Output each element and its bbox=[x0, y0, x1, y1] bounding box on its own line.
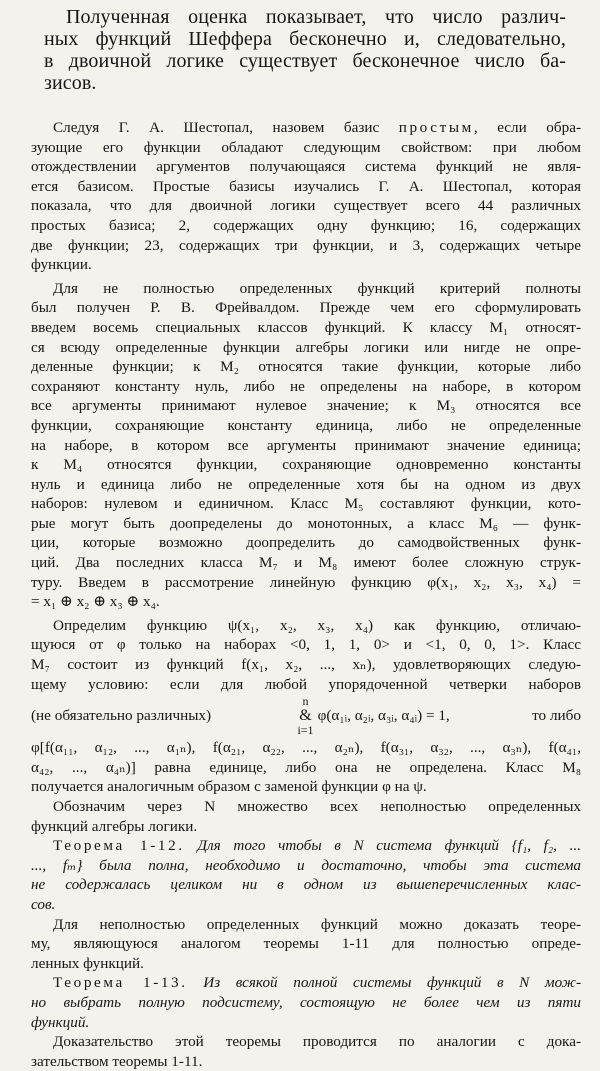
formula-left-text: (не обязательно различных) bbox=[31, 707, 212, 725]
text-line: ся всюду определенные функции алгебры логики или нигде не опре- bbox=[31, 338, 581, 356]
text-line: зательством теоремы 1-11. bbox=[31, 1052, 203, 1070]
lead-paragraph bbox=[44, 6, 566, 94]
text-line: функций алгебры логики. bbox=[31, 817, 198, 835]
text-line: φ[f(α₁₁, α₁₂, ..., α₁ₙ), f(α₂₁, α₂₂, ..., α₂ₙ), f(α₃₁, α₃₂, ..., α₃ₙ), f(α₄₁, bbox=[31, 739, 581, 757]
text-line: ции, которые возможно доопределить до самодвойственных функ- bbox=[31, 534, 581, 552]
text-line: му, являющуюся аналогом теоремы 1-11 для полностью опреде- bbox=[31, 935, 581, 953]
text-line: сов. bbox=[31, 895, 56, 913]
text-line bbox=[31, 973, 581, 993]
text-line bbox=[31, 836, 581, 856]
operator-symbol: & bbox=[299, 707, 312, 725]
text-line bbox=[31, 118, 581, 138]
text-line: Для неполностью определенных функций можно доказать теоре- bbox=[53, 915, 581, 933]
conjunction-operator bbox=[297, 695, 313, 737]
text-line: нуль и единица либо не определенные хотя бы на одном из двух bbox=[31, 475, 581, 493]
text-line: туру. Введем в рассмотрение линейную функцию φ(x₁, x₂, x₃, x₄) = bbox=[31, 573, 581, 591]
text-line: зующие его функции обладают следующим свойством: при любом bbox=[31, 138, 581, 156]
emphasized-term: простым bbox=[398, 119, 474, 136]
text-line: введем восемь специальных классов функций. К классу M₁ относят- bbox=[31, 318, 581, 336]
text-line: Доказательство этой теоремы проводится по аналогии с дока- bbox=[53, 1033, 581, 1051]
text-line: функции, сохраняющие константу единица, либо не определенные bbox=[31, 416, 581, 434]
text-line: но выбрать полную подсистему, состоящую не более чем из пяти bbox=[31, 993, 581, 1011]
text-line: щему условию: если для любой упорядоченной четверки наборов bbox=[31, 675, 581, 693]
operator-lower-limit: i=1 bbox=[297, 723, 314, 738]
theorem-text: Для того чтобы в N система функций {f₁, f₂, ... bbox=[197, 837, 581, 855]
text-run: , если обра- bbox=[473, 119, 581, 136]
theorem-text: Из всякой полной системы функций в N мож- bbox=[203, 974, 581, 992]
text-line: сохраняют константу нуль, либо не определены на наборе, в котором bbox=[31, 377, 581, 395]
text-line: M₇ состоит из функций f(x₁, x₂, ..., xₙ), удовлетворяющих следую- bbox=[31, 656, 581, 674]
text-line: к M₄ относятся функции, сохраняющие одновременно константы bbox=[31, 456, 581, 474]
text-line: ций. Два последних класса M₇ и M₈ имеют более сложную струк- bbox=[31, 554, 581, 572]
theorem-label: Теорема 1-13. bbox=[53, 974, 188, 992]
text-line: был получен Р. В. Фрейвалдом. Прежде чем его сформулировать bbox=[31, 299, 581, 317]
text-line: Полученная оценка показывает, что число различ- bbox=[66, 6, 566, 28]
body-text bbox=[31, 118, 581, 1071]
text-line: все аргументы принимают нулевое значение; к M₃ относятся все bbox=[31, 397, 581, 415]
operator-upper-limit: n bbox=[302, 694, 309, 709]
text-line: функции. bbox=[31, 256, 92, 274]
formula-expression: φ(α₁ᵢ, α₂ᵢ, α₃ᵢ, α₄ᵢ) = 1, bbox=[317, 707, 450, 725]
text-line: ленных функций. bbox=[31, 954, 144, 972]
text-line: ных функций Шеффера бесконечно и, следовательно, bbox=[44, 28, 566, 50]
text-line: = x₁ ⊕ x₂ ⊕ x₃ ⊕ x₄. bbox=[31, 593, 160, 611]
text-line: Обозначим через N множество всех неполностью определенных bbox=[53, 798, 581, 815]
text-line: показала, что для двоичной логики существует всего 44 различных bbox=[31, 197, 581, 215]
text-line: отождествлении аргументов получающаяся система функций не явля- bbox=[31, 158, 581, 176]
text-line: ется базисом. Простые базисы изучались Г. А. Шестопал, которая bbox=[31, 177, 581, 195]
text-line: α₄₂, ..., α₄ₙ)] равна единице, либо она не определена. Класс M₈ bbox=[31, 758, 581, 776]
text-line: получается аналогичным образом с заменой функции φ на ψ. bbox=[31, 778, 427, 796]
text-line: функций. bbox=[31, 1013, 90, 1031]
text-line: ..., fₘ} была полна, необходимо и достаточно, чтобы эта система bbox=[31, 856, 581, 874]
text-run: Следуя Г. А. Шестопал, назовем базис bbox=[53, 119, 380, 136]
theorem-label: Теорема 1-12. bbox=[53, 837, 185, 855]
text-line: простых базиса; 2, содержащих одну функцию; 16, содержащих bbox=[31, 216, 581, 234]
formula bbox=[293, 695, 449, 737]
formula-right-text: то либо bbox=[532, 707, 581, 725]
text-line: Определим функцию ψ(x₁, x₂, x₃, x₄) как функцию, отличаю- bbox=[53, 616, 581, 634]
text-line: зисов. bbox=[44, 72, 97, 94]
text-line: наборов: нулевом и единичном. Класс M₅ составляют функции, кото- bbox=[31, 495, 581, 513]
text-line: рые могут быть доопределены до монотонных, а класс M₆ — функ- bbox=[31, 514, 581, 532]
text-line: две функции; 23, содержащих три функции, и 3, содержащих четыре bbox=[31, 236, 581, 254]
text-line: Для не полностью определенных функций критерий полноты bbox=[53, 279, 581, 297]
text-line: не содержалась целиком ни в одном из вышеперечисленных клас- bbox=[31, 876, 581, 894]
text-line: щуюся от φ только на наборах <0, 1, 1, 0> и <1, 0, 0, 1>. Класс bbox=[31, 636, 581, 654]
text-line: на наборе, в котором все аргументы принимают значение единица; bbox=[31, 436, 581, 454]
text-line: деленные функции; к M₂ относятся такие функции, которые либо bbox=[31, 358, 581, 376]
text-line: в двоичной логике существует бесконечное число ба- bbox=[44, 50, 566, 72]
formula-line bbox=[31, 694, 581, 738]
